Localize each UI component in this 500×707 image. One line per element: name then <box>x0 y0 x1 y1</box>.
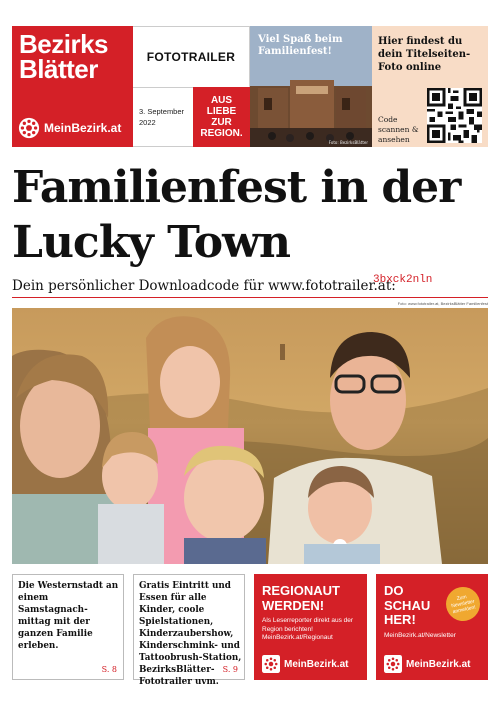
bezirksblaetter-logo[interactable] <box>12 26 133 147</box>
slogan: AUS LIEBE ZUR REGION. <box>200 95 243 139</box>
divider <box>12 297 488 298</box>
qr-code-icon[interactable] <box>427 88 482 143</box>
section-label: FOTOTRAILER <box>146 50 236 64</box>
teaser-box-program[interactable] <box>133 574 245 687</box>
download-code: 3bxck2nln <box>373 274 433 286</box>
regionaut-promo[interactable] <box>254 574 367 680</box>
regionaut-text: Als Leserreporter direkt aus der Region berichten! MeinBezirk.at/Regionaut <box>262 617 354 641</box>
logo-brand: MeinBezirk.at <box>44 121 122 135</box>
slogan-box <box>193 87 250 147</box>
regionaut-brand: MeinBezirk.at <box>284 658 349 670</box>
teaser-box-westernstadt[interactable] <box>12 574 124 680</box>
regionaut-brand-row <box>262 655 348 673</box>
promo-credit: Foto: BezirksBlätter <box>328 140 368 145</box>
family-photo-image <box>12 308 488 564</box>
teaser-text: Gratis Eintritt und Essen für alle Kinder, coole Spielstationen, Kinderzaubershow, Kinderschmink- und Tattoobrush-Station, BezirksBlätter-Fototrailer uvm. <box>139 581 242 687</box>
qr-promo-box <box>372 26 488 147</box>
newsletter-title: DO SCHAU HER! <box>384 583 431 627</box>
meinbezirk-logo-icon <box>262 655 280 673</box>
newsletter-brand-row <box>384 655 470 673</box>
newsletter-brand: MeinBezirk.at <box>406 658 471 670</box>
newsletter-promo[interactable] <box>376 574 488 680</box>
teaser-page-ref: S. 9 <box>222 665 238 674</box>
newsletter-badge[interactable] <box>443 584 483 624</box>
teaser-text: Die Westernstadt an einem Samstagnach-mittag mit der ganzen Familie erleben. <box>18 581 119 651</box>
logo-title: Bezirks Blätter <box>19 29 108 84</box>
download-code-label: Dein persönlicher Downloadcode für www.fototrailer.at: <box>12 278 396 294</box>
qr-promo-text: Hier findest du dein Titelseiten-Foto online <box>378 36 471 73</box>
newsletter-text: MeinBezirk.at/Newsletter <box>384 632 456 639</box>
section-label-box <box>133 26 250 87</box>
promo-teaser[interactable] <box>250 26 372 147</box>
regionaut-title: REGIONAUT WERDEN! <box>262 583 340 613</box>
teaser-page-ref: S. 8 <box>101 665 117 674</box>
headline: Familienfest in der Lucky Town <box>12 162 461 268</box>
newsletter-badge-label: Zum Newsletter anmelden! <box>450 594 477 616</box>
issue-date-box <box>133 87 193 147</box>
promo-text: Viel Spaß beim Familienfest! <box>258 34 343 57</box>
photo-credit: Foto: www.fototrailer.at, BezirksBlätter Familienfest <box>397 301 488 306</box>
masthead <box>12 26 488 147</box>
logo-brand-row <box>18 117 121 139</box>
family-photo <box>12 308 488 564</box>
qr-scan-label: Code scannen & ansehen <box>378 115 419 144</box>
meinbezirk-logo-icon <box>18 117 40 139</box>
meinbezirk-logo-icon <box>384 655 402 673</box>
issue-date: 3. September 2022 <box>139 107 185 127</box>
